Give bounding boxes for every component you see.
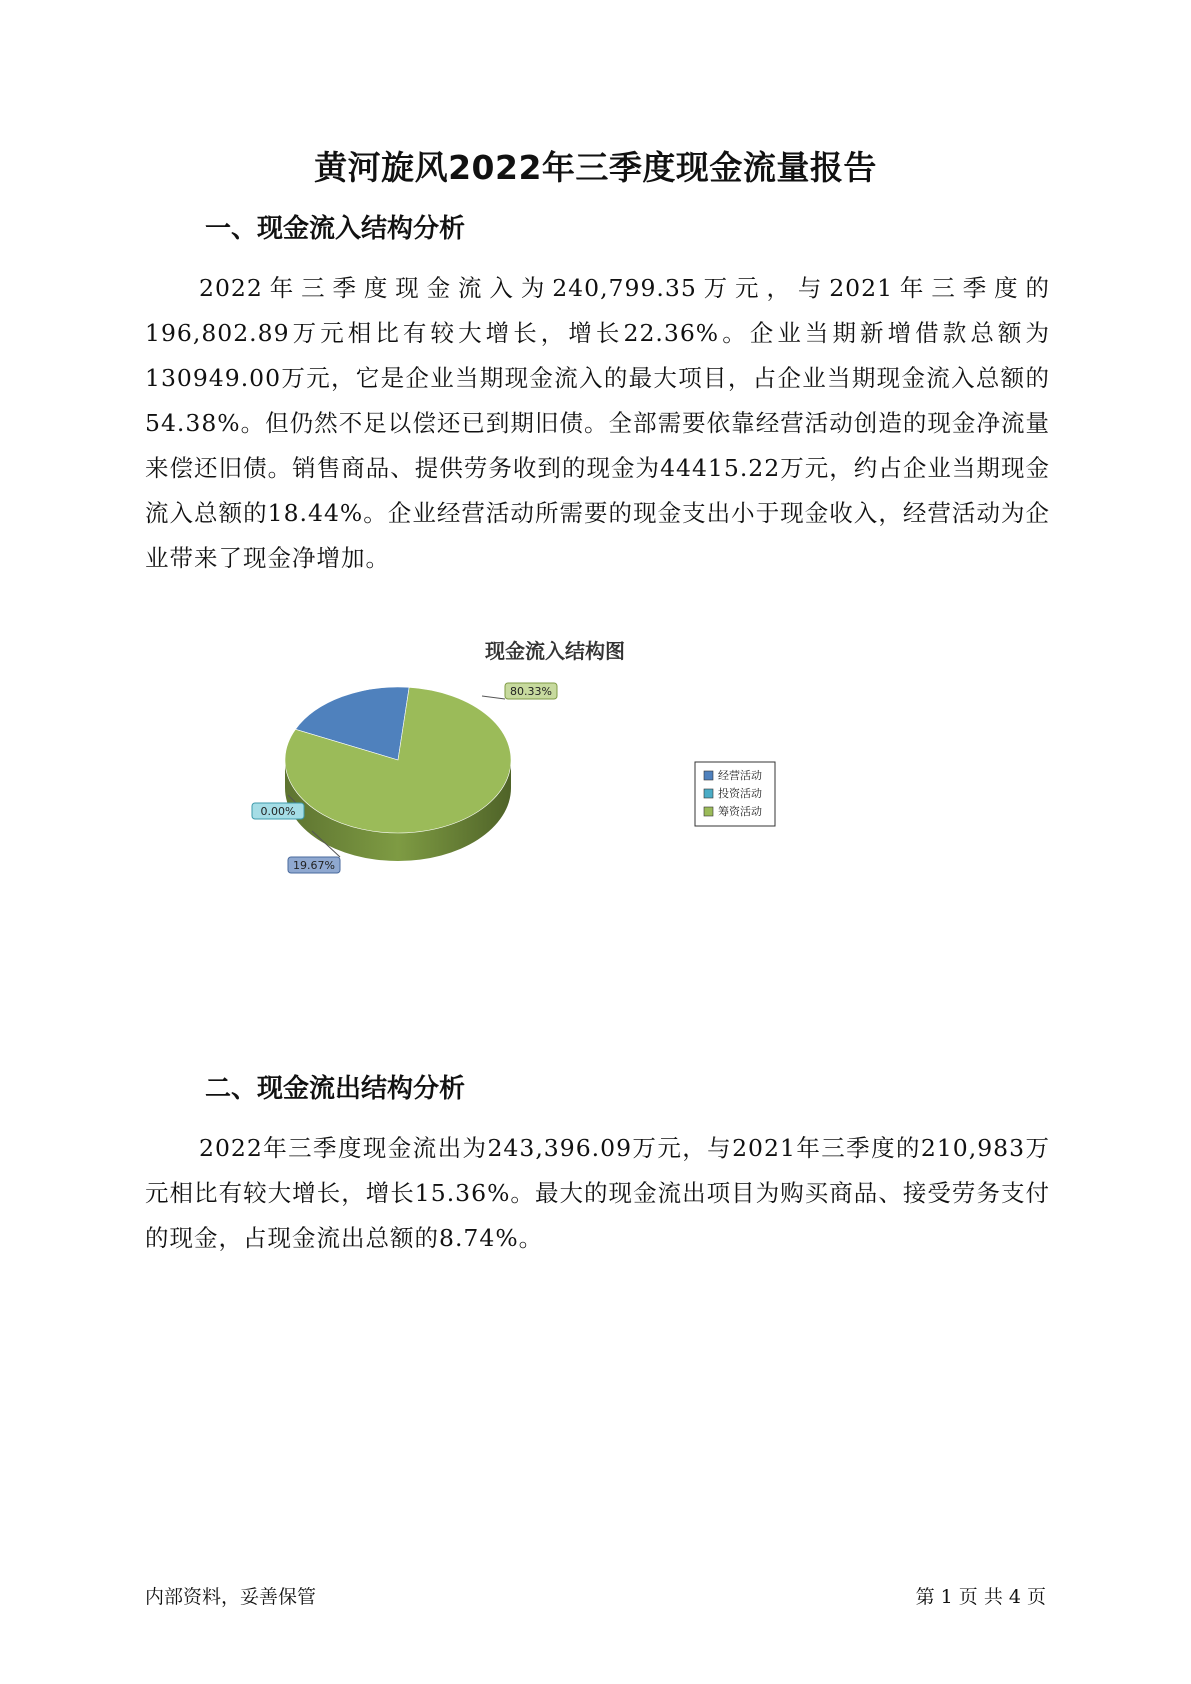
legend-swatch-经营活动: [704, 771, 713, 780]
footer-confidential: 内部资料，妥善保管: [145, 1586, 317, 1608]
legend-label-筹资活动: 筹资活动: [718, 805, 762, 818]
data-label-经营活动: 19.67%: [293, 859, 335, 872]
data-label-投资活动: 0.00%: [260, 805, 296, 818]
chart-legend: [695, 762, 775, 826]
data-label-筹资活动: 80.33%: [510, 685, 552, 698]
legend-swatch-筹资活动: [704, 807, 713, 816]
chart-title: 现金流入结构图: [485, 639, 625, 663]
legend-label-投资活动: 投资活动: [718, 787, 762, 800]
paragraph-outflow: 2022年三季度现金流出为243,396.09万元，与2021年三季度的210,983万元相比有较大增长，增长15.36%。最大的现金流出项目为购买商品、接受劳务支付的现金，占现金流出总额的8.74%。: [145, 1134, 1050, 1252]
legend-swatch-投资活动: [704, 789, 713, 798]
section-heading-inflow: 一、现金流入结构分析: [205, 214, 466, 244]
page-title: 黄河旋风2022年三季度现金流量报告: [314, 148, 877, 187]
pie-chart-svg: [220, 630, 980, 960]
paragraph-inflow: 2022年三季度现金流入为240,799.35万元，与2021年三季度的196,802.89万元相比有较大增长，增长22.36%。企业当期新增借款总额为130949.00万元，它是企业当期现金流入的最大项目，占企业当期现金流入总额的54.38%。但仍然不足以偿还已到期旧债。全部需要依靠经营活动创造的现金净流量来偿还旧债。销售商品、提供劳务收到的现金为44415.22万元，约占企业当期现金流入总额的18.44%。企业经营活动所需要的现金支出小于现金收入，经营活动为企业带来了现金净增加。: [145, 274, 1050, 572]
section-heading-outflow: 二、现金流出结构分析: [205, 1074, 466, 1104]
legend-label-经营活动: 经营活动: [718, 769, 762, 782]
footer-page-number: 第 1 页 共 4 页: [915, 1586, 1046, 1608]
inflow-pie-chart: [220, 630, 980, 960]
data-label-leader: [482, 696, 505, 699]
